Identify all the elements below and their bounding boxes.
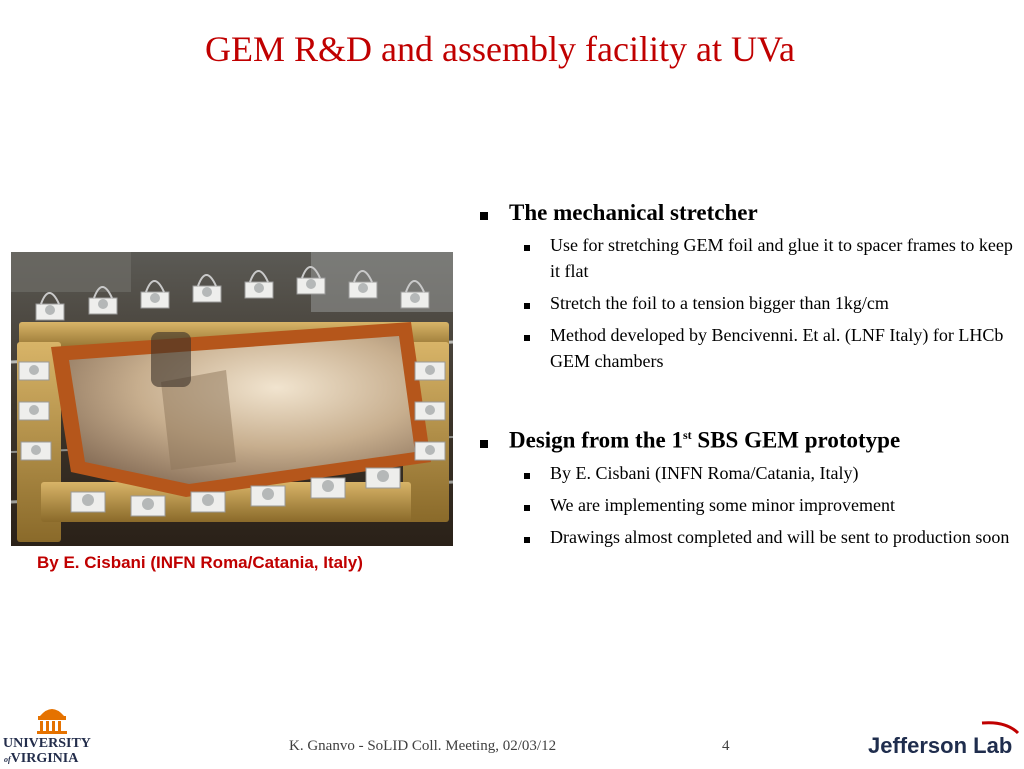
heading-post: SBS GEM prototype bbox=[691, 427, 901, 453]
square-bullet-icon bbox=[524, 505, 530, 511]
list-item bbox=[524, 290, 1016, 316]
footer-page-number: 4 bbox=[722, 738, 730, 754]
svg-text:Jefferson Lab: Jefferson Lab bbox=[868, 733, 1013, 758]
slide-title: GEM R&D and assembly facility at UVa bbox=[205, 29, 795, 69]
list-item bbox=[524, 322, 1016, 374]
section-heading-text bbox=[509, 420, 900, 456]
heading-pre: Design from the 1 bbox=[509, 427, 683, 453]
svg-text:UNIVERSITY: UNIVERSITY bbox=[3, 736, 91, 751]
list-item-text: We are implementing some minor improvement bbox=[550, 494, 895, 515]
stretcher-sub-list bbox=[476, 232, 1016, 374]
stretcher-photo bbox=[11, 252, 453, 546]
square-bullet-icon bbox=[524, 335, 530, 341]
list-item bbox=[524, 232, 1016, 284]
square-bullet-icon bbox=[480, 440, 488, 448]
section-heading-text: The mechanical stretcher bbox=[509, 200, 758, 225]
photo-caption: By E. Cisbani (INFN Roma/Catania, Italy) bbox=[37, 553, 363, 572]
section-heading-design bbox=[476, 420, 1016, 456]
uva-logo bbox=[2, 702, 106, 764]
list-item-text: Stretch the foil to a tension bigger than 1kg/cm bbox=[550, 293, 889, 313]
list-item-text: By E. Cisbani (INFN Roma/Catania, Italy) bbox=[550, 462, 859, 483]
footer-author-meeting: K. Gnanvo - SoLID Coll. Meeting, 02/03/12 bbox=[289, 738, 557, 754]
list-item bbox=[524, 524, 1016, 550]
list-item-text: Drawings almost completed and will be sent to production soon bbox=[550, 526, 1010, 547]
jefferson-lab-logo bbox=[866, 719, 1020, 763]
square-bullet-icon bbox=[524, 303, 530, 309]
list-item-text: Use for stretching GEM foil and glue it to spacer frames to keep it flat bbox=[550, 235, 1013, 281]
heading-superscript: st bbox=[682, 428, 692, 442]
square-bullet-icon bbox=[524, 537, 530, 543]
svg-text:ofVIRGINIA: ofVIRGINIA bbox=[4, 751, 79, 764]
bullet-list bbox=[476, 198, 1016, 556]
square-bullet-icon bbox=[524, 245, 530, 251]
section-heading-stretcher bbox=[476, 198, 1016, 228]
list-item bbox=[524, 460, 1016, 486]
list-item bbox=[524, 492, 1016, 518]
square-bullet-icon bbox=[480, 212, 488, 220]
square-bullet-icon bbox=[524, 473, 530, 479]
design-sub-list bbox=[476, 460, 1016, 550]
list-item-text: Method developed by Bencivenni. Et al. (LNF Italy) for LHCb GEM chambers bbox=[550, 325, 1004, 371]
